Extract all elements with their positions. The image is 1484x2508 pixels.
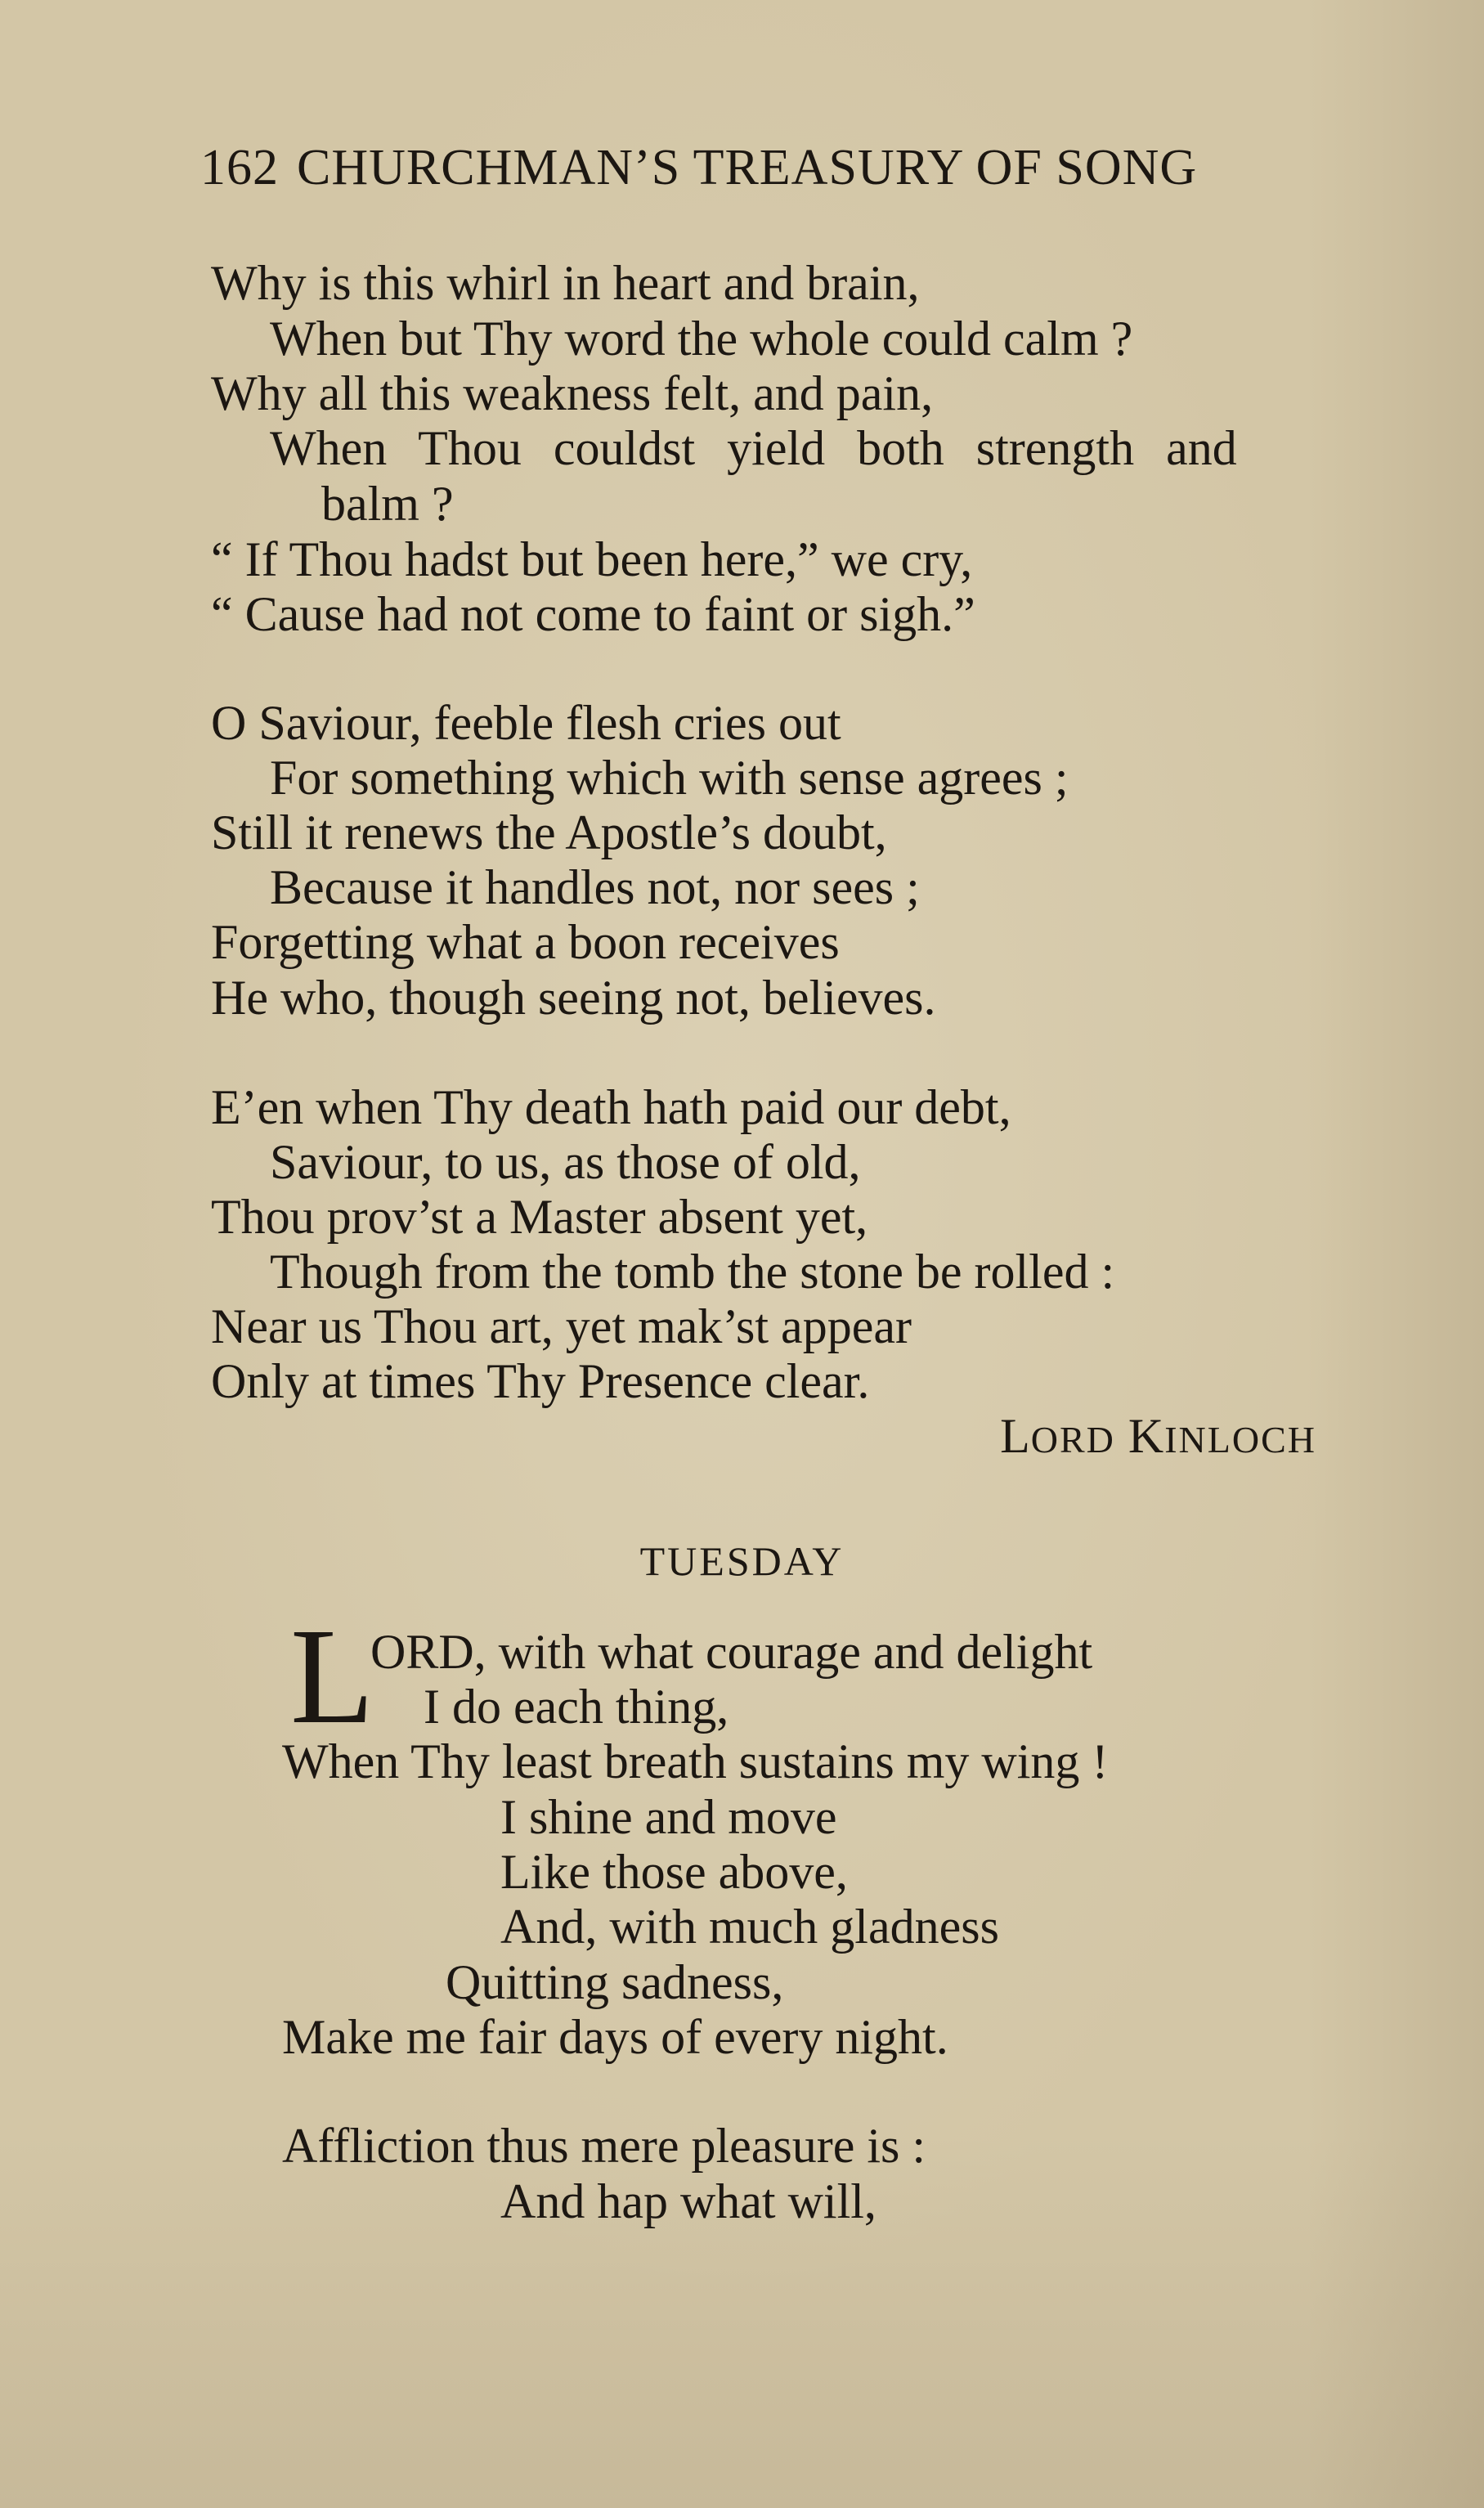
poem-line: Why all this weakness felt, and pain, (211, 366, 934, 420)
poem-line: He who, though seeing not, believes. (211, 971, 936, 1025)
poem-line: “ Cause had not come to faint or sigh.” (211, 587, 975, 641)
poem-line: Though from the tomb the stone be rolled : (270, 1245, 1115, 1299)
running-title: CHURCHMAN’S TREASURY OF SONG (297, 140, 1198, 195)
poem-line: Like those above, (500, 1845, 848, 1899)
poem-line: Quitting sadness, (446, 1955, 784, 2009)
poem-line: And hap what will, (500, 2174, 877, 2228)
poem-line: For something which with sense agrees ; (270, 751, 1069, 805)
running-header (200, 139, 1197, 197)
poem-line: Make me fair days of every night. (282, 2010, 948, 2064)
poem-line: Still it renews the Apostle’s doubt, (211, 805, 887, 859)
drop-cap: L (290, 1600, 374, 1752)
poem-line: Near us Thou art, yet mak’st appear (211, 1299, 912, 1353)
poem-line: O Saviour, feeble flesh cries out (211, 696, 841, 750)
poem-line: “ If Thou hadst but been here,” we cry, (211, 532, 973, 586)
poem-line: Because it handles not, nor sees ; (270, 860, 920, 914)
author-attribution: LORD KINLOCH (1000, 1409, 1316, 1463)
poem-line: When but Thy word the whole could calm ? (270, 312, 1133, 366)
poem-line: E’en when Thy death hath paid our debt, (211, 1080, 1011, 1134)
poem-line: When Thou couldst yield both strength and (270, 421, 1237, 475)
poem-line: Only at times Thy Presence clear. (211, 1354, 870, 1408)
poem-line: Thou prov’st a Master absent yet, (211, 1190, 868, 1244)
poem-line: I shine and move (500, 1790, 837, 1844)
poem-line: And, with much gladness (500, 1900, 999, 1954)
poem-line: When Thy least breath sustains my wing ! (282, 1734, 1109, 1788)
poem-line: ORD, with what courage and delight (370, 1625, 1093, 1679)
poem-line: Forgetting what a boon receives (211, 915, 840, 969)
poem-title: TUESDAY (639, 1538, 845, 1584)
poem-line: Saviour, to us, as those of old, (270, 1135, 861, 1189)
page-number: 162 (200, 140, 279, 195)
poem-line: I do each thing, (424, 1680, 729, 1734)
poem-line: Why is this whirl in heart and brain, (211, 256, 920, 310)
poem-line: Affliction thus mere pleasure is : (282, 2119, 926, 2173)
poem-line: balm ? (321, 477, 454, 531)
